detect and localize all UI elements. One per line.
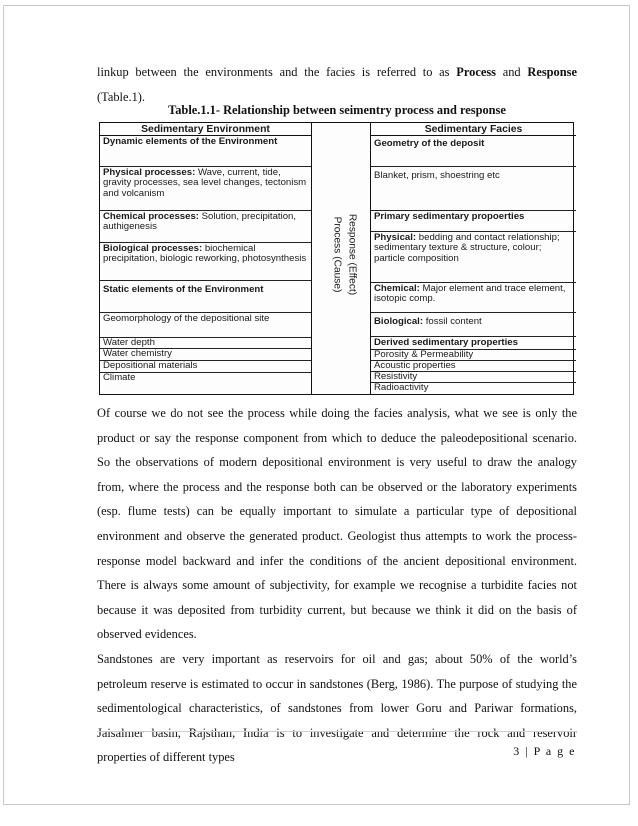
page-number-footer: 3 | P a g e	[513, 744, 576, 758]
facies-row-primary: Primary sedimentary propoerties	[371, 211, 576, 232]
body1-line-5: (esp. flume tests) can be equally important to simulate a particular type of depositional	[97, 504, 577, 519]
facies-row-porosity: Porosity & Permeability	[371, 350, 576, 361]
body2-line-1: Sandstones are very important as reservoirs for oil and gas; about 50% of the world’s	[97, 652, 577, 666]
process-cause-label: Process (Cause)	[331, 216, 343, 293]
facies-row-acoustic: Acoustic properties	[371, 361, 576, 372]
body1-line-2: product or say the response component from which to deduce the paleodepositional scenario.	[97, 430, 577, 445]
body-paragraph-2	[97, 647, 577, 770]
body2-line-4: Jaisalmer basin, Rajsthan, India is to investigate and determine the rock and reservoir	[97, 725, 577, 740]
facies-row-blanket: Blanket, prism, shoestring etc	[371, 167, 576, 211]
body1-line-7: response model backward and infer the conditions of the ancient depositional environment.	[97, 553, 577, 568]
body1-line-1: Of course we do not see the process while doing the facies analysis, what we see is only the	[97, 406, 577, 420]
body2-line-5: properties of different types	[97, 750, 235, 765]
process-response-column	[311, 123, 370, 394]
relationship-table	[99, 122, 574, 395]
env-row-physical: Physical processes: Wave, current, tide, gravity processes, sea level changes, tectonism and volcanism	[100, 167, 311, 211]
intro-line-1: linkup between the environments and the facies is referred to as Process and Response	[97, 65, 577, 79]
body1-line-4: from, where the process and the response both can be observed or the laboratory experiments	[97, 479, 577, 494]
body2-line-3: sedimentological characteristics, of sandstones from lower Goru and Pariwar formations,	[97, 701, 577, 716]
body2-line-2: petroleum reserve is estimated to occur in sandstones (Berg, 1986). The purpose of studying the	[97, 676, 577, 691]
env-row-water-chemistry: Water chemistry	[100, 349, 311, 361]
table-caption: Table.1.1- Relationship between seimentry process and response	[168, 103, 506, 117]
env-row-biological: Biological processes: biochemical precipitation, biologic reworking, photosynthesis	[100, 243, 311, 281]
env-row-dynamic: Dynamic elements of the Environment	[100, 136, 311, 167]
facies-row-geometry: Geometry of the deposit	[371, 136, 576, 167]
env-row-static: Static elements of the Environment	[100, 281, 311, 313]
env-row-depositional-materials: Depositional materials	[100, 361, 311, 373]
env-row-geomorphology: Geomorphology of the depositional site	[100, 313, 311, 338]
facies-header: Sedimentary Facies	[371, 123, 576, 136]
body1-line-10: observed evidences.	[97, 627, 197, 642]
intro-paragraph	[97, 60, 577, 109]
body1-line-6: environment and observe the generated product. Geologist thus attempts to work the process-	[97, 528, 577, 543]
intro-line-2: (Table.1).	[97, 89, 145, 104]
environment-column	[100, 123, 312, 394]
environment-header: Sedimentary Environment	[100, 123, 311, 136]
facies-row-derived: Derived sedimentary properties	[371, 337, 576, 350]
env-row-climate: Climate	[103, 373, 136, 383]
facies-row-chemical: Chemical: Major element and trace element, isotopic comp.	[371, 283, 576, 313]
env-row-chemical: Chemical processes: Solution, precipitation, authigenesis	[100, 211, 311, 243]
facies-row-resistivity: Resistivity	[371, 372, 576, 383]
env-row-water-depth: Water depth	[100, 338, 311, 349]
footer-rule	[97, 731, 577, 732]
facies-row-radioactivity: Radioactivity	[374, 383, 429, 393]
facies-column	[370, 123, 576, 394]
response-effect-label: Response (Effect)	[346, 213, 358, 296]
facies-row-biological: Biological: fossil content	[371, 313, 576, 337]
body1-line-9: because it was deposited from turbidity current, but because we think it did on the basis of	[97, 602, 577, 617]
body1-line-3: So the observations of modern depositional environment is very useful to draw the analogy	[97, 455, 577, 470]
facies-row-physical: Physical: bedding and contact relationship; sedimentary texture & structure, colour; particle composition	[371, 232, 576, 283]
body-paragraph-1	[97, 401, 577, 647]
body1-line-8: There is always some amount of subjectivity, for example we recognise a turbidite facies not	[97, 578, 577, 593]
